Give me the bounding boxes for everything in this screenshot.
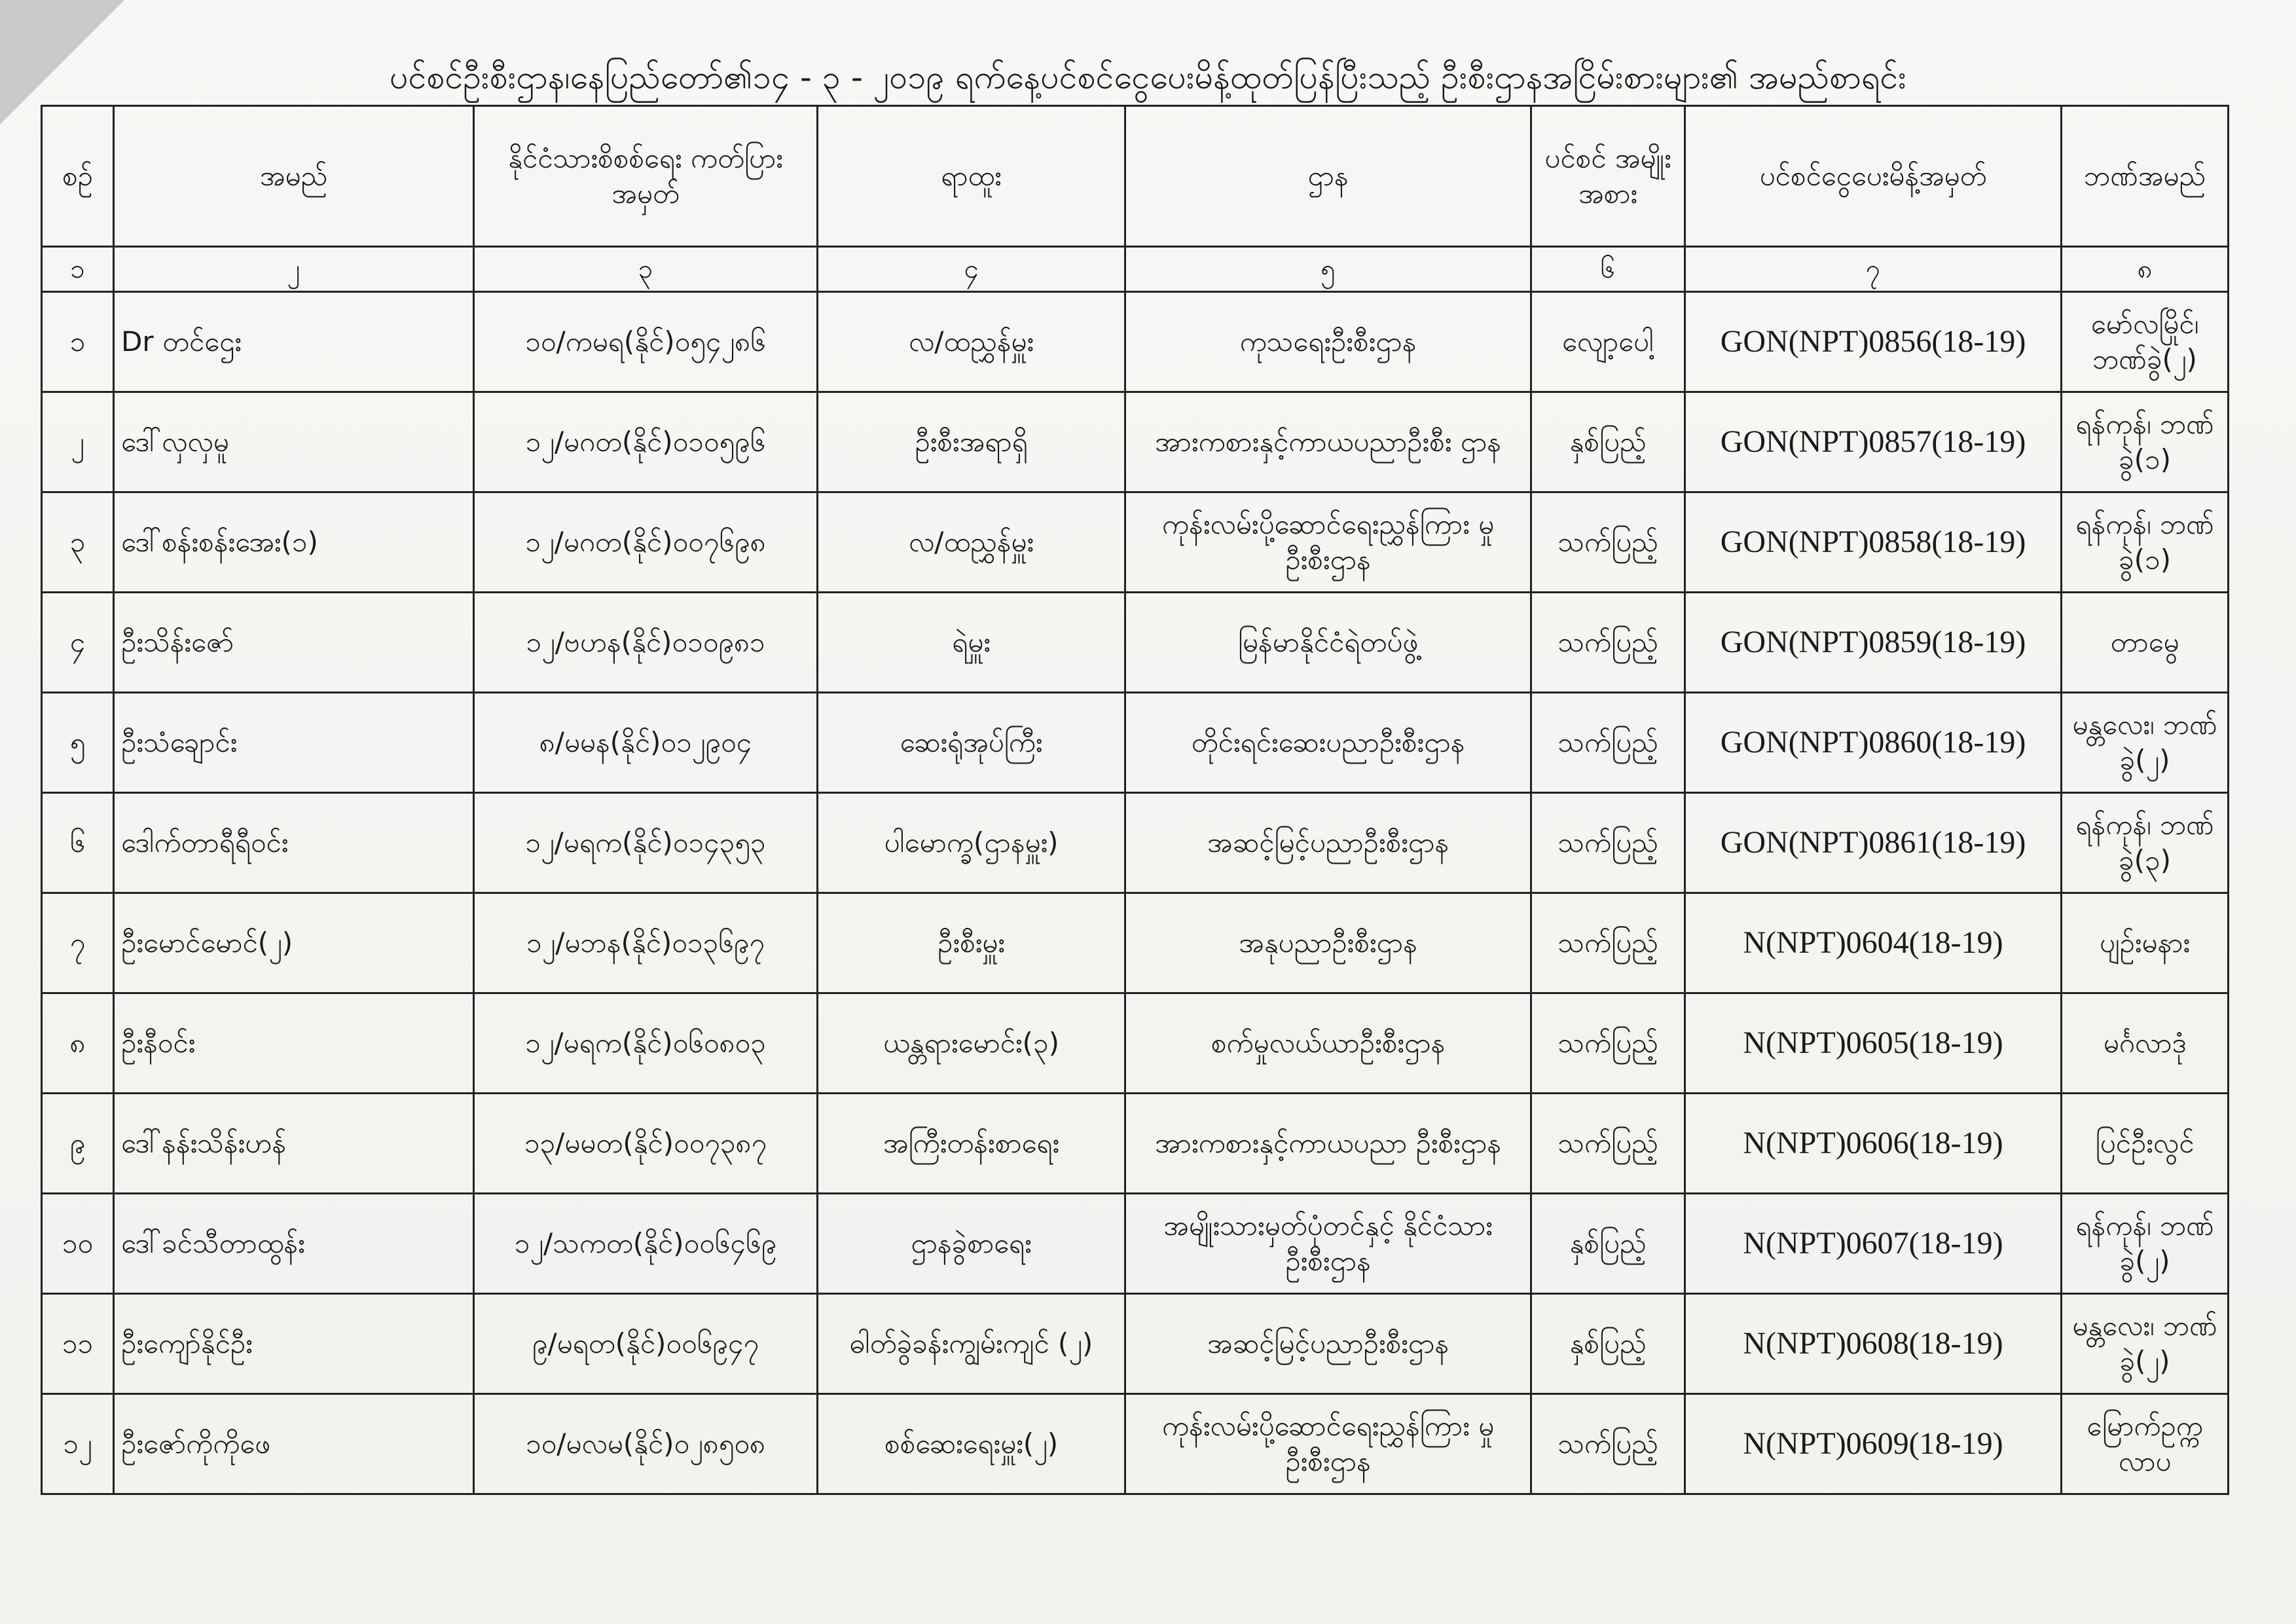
cell-department: မြန်မာနိုင်ငံရဲတပ်ဖွဲ့: [1125, 593, 1531, 693]
cell-nrc: ၁၂/ဗဟန(နိုင်)၀၁၀၉၈၁: [474, 593, 818, 693]
header-department: ဌာန: [1125, 106, 1531, 247]
cell-department: စက်မှုလယ်ယာဦးစီးဌာန: [1125, 993, 1531, 1094]
cell-serial: ၄: [42, 593, 114, 693]
cell-name: ဒေါက်တာရီရီဝင်း: [114, 793, 474, 893]
cell-nrc: ၉/မရတ(နိုင်)၀၀၆၉၄၇: [474, 1294, 818, 1394]
cell-position: ဦးစီးမှူး: [818, 893, 1125, 993]
cell-name: ဒေါ်နန်းသိန်းဟန်: [114, 1094, 474, 1194]
cell-license-number: GON(NPT)0857(18-19): [1685, 392, 2062, 492]
column-number: ၅: [1125, 247, 1531, 292]
cell-position: လ/ထညွှန်မှူး: [818, 292, 1125, 392]
cell-bank: ရန်ကုန်၊ ဘဏ်ခွဲ(၂): [2062, 1194, 2229, 1294]
cell-bank: ပြင်ဦးလွင်: [2062, 1094, 2229, 1194]
header-bank: ဘဏ်အမည်: [2062, 106, 2229, 247]
cell-name: ဦးနီဝင်း: [114, 993, 474, 1094]
cell-license-number: N(NPT)0608(18-19): [1685, 1294, 2062, 1394]
cell-serial: ၅: [42, 693, 114, 793]
cell-license-number: GON(NPT)0856(18-19): [1685, 292, 2062, 392]
cell-department: အားကစားနှင့်ကာယပညာ ဦးစီးဌာန: [1125, 1094, 1531, 1194]
cell-nrc: ၁၂/မဂတ(နိုင်)၀၀၇၆၉၈: [474, 492, 818, 593]
cell-pension-type: နှစ်ပြည့်: [1531, 1294, 1685, 1394]
cell-nrc: ၁၂/သကတ(နိုင်)၀၀၆၄၆၉: [474, 1194, 818, 1294]
cell-name: ဒေါ်လှလှမူ: [114, 392, 474, 492]
cell-pension-type: သက်ပြည့်: [1531, 793, 1685, 893]
cell-bank: ရန်ကုန်၊ ဘဏ်ခွဲ(၁): [2062, 392, 2229, 492]
cell-pension-type: သက်ပြည့်: [1531, 593, 1685, 693]
cell-pension-type: သက်ပြည့်: [1531, 1394, 1685, 1494]
cell-name: ဒေါ်စန်းစန်းအေး(၁): [114, 492, 474, 593]
column-number: ၂: [114, 247, 474, 292]
column-number: ၈: [2062, 247, 2229, 292]
column-number: ၇: [1685, 247, 2062, 292]
cell-nrc: ၁၂/မဂတ(နိုင်)၀၁၀၅၉၆: [474, 392, 818, 492]
cell-bank: ရန်ကုန်၊ ဘဏ်ခွဲ(၃): [2062, 793, 2229, 893]
table-row: [42, 1194, 2229, 1294]
table-row: [42, 1394, 2229, 1494]
cell-serial: ၁၀: [42, 1194, 114, 1294]
cell-department: အနုပညာဦးစီးဌာန: [1125, 893, 1531, 993]
cell-nrc: ၁၂/မဘန(နိုင်)၀၁၃၆၉၇: [474, 893, 818, 993]
cell-nrc: ၁၀/ကမရ(နိုင်)၀၅၄၂၈၆: [474, 292, 818, 392]
cell-position: အကြီးတန်းစာရေး: [818, 1094, 1125, 1194]
cell-bank: တာမွေ: [2062, 593, 2229, 693]
cell-nrc: ၁၂/မရက(နိုင်)၀၆၀၈၀၃: [474, 993, 818, 1094]
table-row: [42, 893, 2229, 993]
cell-license-number: N(NPT)0607(18-19): [1685, 1194, 2062, 1294]
cell-position: စစ်ဆေးရေးမှူး(၂): [818, 1394, 1125, 1494]
cell-serial: ၆: [42, 793, 114, 893]
header-license-number: ပင်စင်ငွေပေးမိန့်အမှတ်: [1685, 106, 2062, 247]
cell-bank: မင်္ဂလာဒုံ: [2062, 993, 2229, 1094]
column-number: ၄: [818, 247, 1125, 292]
cell-name: ဦးသိန်းဇော်: [114, 593, 474, 693]
cell-position: ဌာနခွဲစာရေး: [818, 1194, 1125, 1294]
cell-pension-type: လျော့ပေါ့: [1531, 292, 1685, 392]
cell-license-number: N(NPT)0609(18-19): [1685, 1394, 2062, 1494]
header-nrc: နိုင်ငံသားစိစစ်ရေး ကတ်ပြားအမှတ်: [474, 106, 818, 247]
table-row: [42, 292, 2229, 392]
cell-license-number: N(NPT)0604(18-19): [1685, 893, 2062, 993]
cell-license-number: GON(NPT)0861(18-19): [1685, 793, 2062, 893]
table-row: [42, 1094, 2229, 1194]
cell-license-number: GON(NPT)0859(18-19): [1685, 593, 2062, 693]
cell-pension-type: သက်ပြည့်: [1531, 693, 1685, 793]
cell-nrc: ၈/မမန(နိုင်)၀၁၂၉၀၄: [474, 693, 818, 793]
table-row: [42, 492, 2229, 593]
cell-name: ဒေါ်ခင်သီတာထွန်း: [114, 1194, 474, 1294]
cell-pension-type: သက်ပြည့်: [1531, 1094, 1685, 1194]
column-number-row: [42, 247, 2229, 292]
cell-pension-type: သက်ပြည့်: [1531, 993, 1685, 1094]
cell-department: ကုန်းလမ်းပို့ဆောင်ရေးညွှန်ကြား မှုဦးစီးဌာန: [1125, 492, 1531, 593]
cell-license-number: GON(NPT)0858(18-19): [1685, 492, 2062, 593]
cell-pension-type: သက်ပြည့်: [1531, 492, 1685, 593]
table-row: [42, 593, 2229, 693]
cell-position: ရဲမှူး: [818, 593, 1125, 693]
cell-license-number: N(NPT)0606(18-19): [1685, 1094, 2062, 1194]
table-row: [42, 993, 2229, 1094]
cell-department: တိုင်းရင်းဆေးပညာဦးစီးဌာန: [1125, 693, 1531, 793]
cell-bank: မော်လမြိုင်၊ ဘဏ်ခွဲ(၂): [2062, 292, 2229, 392]
cell-position: ဆေးရုံအုပ်ကြီး: [818, 693, 1125, 793]
header-pension-type: ပင်စင် အမျိုး အစား: [1531, 106, 1685, 247]
cell-position: ယန္တရားမောင်း(၃): [818, 993, 1125, 1094]
document-title: ပင်စင်ဦးစီးဌာန၊နေပြည်တော်၏၁၄ - ၃ - ၂၀၁၉ ရက်နေ့ပင်စင်ငွေပေးမိန့်ထုတ်ပြန်ပြီးသည့် ဦးစီးဌာနအငြိမ်းစားများ၏ အမည်စာရင်း: [390, 58, 1906, 96]
cell-department: အဆင့်မြင့်ပညာဦးစီးဌာန: [1125, 1294, 1531, 1394]
cell-pension-type: နှစ်ပြည့်: [1531, 1194, 1685, 1294]
cell-serial: ၇: [42, 893, 114, 993]
cell-bank: ပျဉ်းမနား: [2062, 893, 2229, 993]
cell-bank: မန္တလေး၊ ဘဏ်ခွဲ(၂): [2062, 693, 2229, 793]
cell-nrc: ၁၀/မလမ(နိုင်)၀၂၈၅၀၈: [474, 1394, 818, 1494]
cell-nrc: ၁၂/မရက(နိုင်)၀၁၄၃၅၃: [474, 793, 818, 893]
cell-serial: ၁၁: [42, 1294, 114, 1394]
cell-nrc: ၁၃/မမတ(နိုင်)၀၀၇၃၈၇: [474, 1094, 818, 1194]
column-number: ၃: [474, 247, 818, 292]
cell-serial: ၁၂: [42, 1394, 114, 1494]
cell-position: ဓါတ်ခွဲခန်းကျွမ်းကျင် (၂): [818, 1294, 1125, 1394]
cell-department: အားကစားနှင့်ကာယပညာဦးစီး ဌာန: [1125, 392, 1531, 492]
header-name: အမည်: [114, 106, 474, 247]
pension-roster-table: [41, 105, 2229, 1495]
cell-bank: မန္တလေး၊ ဘဏ်ခွဲ(၂): [2062, 1294, 2229, 1394]
cell-position: ဦးစီးအရာရှိ: [818, 392, 1125, 492]
column-number: ၆: [1531, 247, 1685, 292]
cell-serial: ၂: [42, 392, 114, 492]
cell-bank: မြောက်ဥက္ကလာပ: [2062, 1394, 2229, 1494]
cell-pension-type: နှစ်ပြည့်: [1531, 392, 1685, 492]
cell-serial: ၁: [42, 292, 114, 392]
cell-serial: ၉: [42, 1094, 114, 1194]
cell-bank: ရန်ကုန်၊ ဘဏ်ခွဲ(၁): [2062, 492, 2229, 593]
cell-department: ကုသရေးဦးစီးဌာန: [1125, 292, 1531, 392]
cell-name: ဦးကျော်နိုင်ဦး: [114, 1294, 474, 1394]
header-serial: စဉ်: [42, 106, 114, 247]
table-row: [42, 693, 2229, 793]
cell-department: ကုန်းလမ်းပို့ဆောင်ရေးညွှန်ကြား မှုဦးစီးဌာန: [1125, 1394, 1531, 1494]
cell-department: အဆင့်မြင့်ပညာဦးစီးဌာန: [1125, 793, 1531, 893]
table-row: [42, 392, 2229, 492]
cell-license-number: GON(NPT)0860(18-19): [1685, 693, 2062, 793]
cell-license-number: N(NPT)0605(18-19): [1685, 993, 2062, 1094]
column-number: ၁: [42, 247, 114, 292]
cell-serial: ၈: [42, 993, 114, 1094]
cell-department: အမျိုးသားမှတ်ပုံတင်နှင့် နိုင်ငံသားဦးစီးဌာန: [1125, 1194, 1531, 1294]
cell-name: ဦးမောင်မောင်(၂): [114, 893, 474, 993]
cell-position: လ/ထညွှန်မှူး: [818, 492, 1125, 593]
cell-position: ပါမောက္ခ(ဌာနမှူး): [818, 793, 1125, 893]
cell-name: ဦးသံချောင်း: [114, 693, 474, 793]
table-row: [42, 1294, 2229, 1394]
header-position: ရာထူး: [818, 106, 1125, 247]
cell-name: Dr တင်ဌေး: [114, 292, 474, 392]
table-row: [42, 793, 2229, 893]
cell-name: ဦးဇော်ကိုကိုဖေ: [114, 1394, 474, 1494]
cell-serial: ၃: [42, 492, 114, 593]
cell-pension-type: သက်ပြည့်: [1531, 893, 1685, 993]
header-row: [42, 106, 2229, 247]
